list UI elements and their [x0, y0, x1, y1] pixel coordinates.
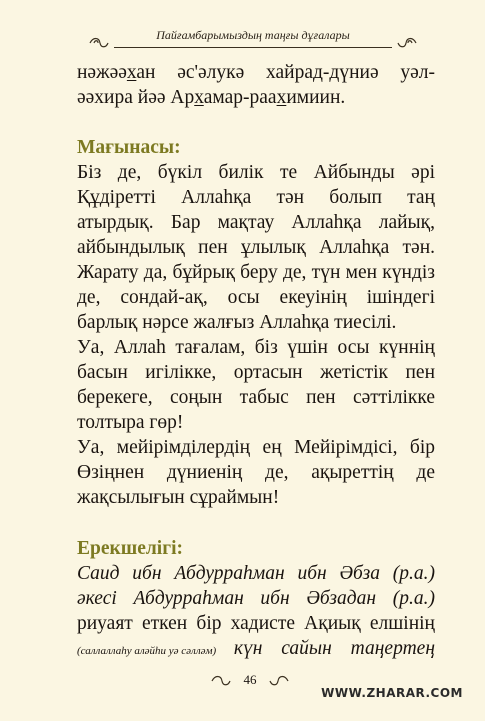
meaning-heading: Мағынасы: — [77, 137, 181, 158]
running-header — [88, 22, 418, 50]
feature-line-4 — [77, 636, 435, 664]
meaning-paragraph-2: Уа, Аллаһ тағалам, біз үшін осы күннің басын игілікке, ортасын жетістік пен берекеге, соңын табыс пен сәттілікке толтыра гөр! — [77, 337, 435, 433]
main-text — [77, 60, 435, 664]
salawat-text: (саллаллаһу аләйһи уә сәлләм) — [77, 645, 217, 657]
footer-right-ornament-icon — [268, 674, 290, 688]
feature-line-1: Саид ибн Абдурраһман ибн Әбза (р.а.) — [77, 563, 435, 584]
right-ornament-icon — [396, 36, 418, 50]
feature-line-3: риуаят еткен бір хадисте Ақиық елшінің — [77, 613, 435, 634]
transliteration-line-2: әәхира йәә Архамар-раахимиин. — [77, 87, 346, 108]
meaning-paragraph-3: Уа, мейірімділердің ең Мейірімдісі, бір Өзіңнен дүниенің де, ақыреттің де жақсылығын сұраймын! — [77, 437, 435, 508]
transliteration-line-1: нәжәәхан әс'әлукә хайрад-дүниә уәл- — [77, 62, 435, 83]
header-rule — [114, 47, 392, 48]
meaning-paragraph-1: Біз де, бүкіл билік те Айбынды әрі Құдіретті Аллаһқа тән болып таң атырдық. Бар мақтау Аллаһқа лайық, айбындылық пен ұлылық Аллаһқа тән. Жарату да, бұйрық беру де, түн мен күндіз де, сондай-ақ, осы екеуінің ішіндегі барлық нәрсе жалғыз Аллаһқа тиесілі. — [77, 162, 435, 333]
header-title: Пайғамбарымыздың таңғы дұғалары — [156, 28, 350, 42]
watermark: WWW.ZHARAR.COM — [321, 686, 463, 700]
feature-line-4-end: күн сайын таңертең — [233, 638, 435, 659]
feature-heading: Ерекшелігі: — [77, 538, 183, 559]
page-number: 46 — [243, 672, 257, 687]
feature-line-2: әкесі Абдурраһман ибн Әбзадан (р.а.) — [77, 588, 435, 609]
page-footer — [180, 672, 320, 692]
